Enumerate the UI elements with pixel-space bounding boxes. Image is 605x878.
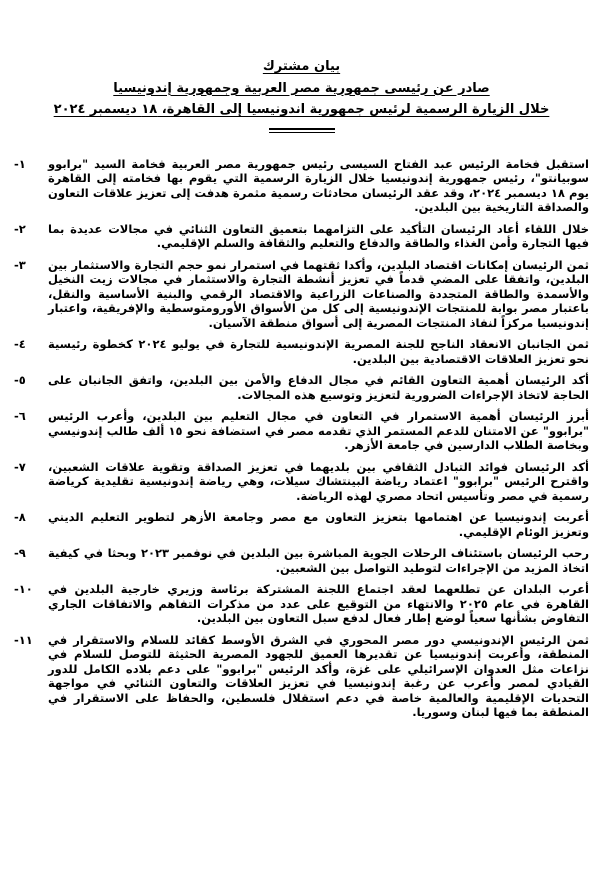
item-number: ٥-	[14, 373, 26, 387]
item-text: ثمن الرئيسان إمكانات اقتصاد البلدين، وأكدا ثقتهما في استمرار نمو حجم التجارة والاستثمار بين البلدين، واتفقا على المضي قدماً في تعزيز أنشطة التجارة والاستثمار في مجالات زيت النخيل والأسمدة والطاقة المتجددة والصناعات الزراعية والاقتصاد الرقمي والبنية الأساسية والنقل، باعتبار مصر بوابة للمنتجات الإندونيسية إلى كل من الأسواق الأورومتوسطية والإفريقية، واعتبار إندونيسيا مركزاً لنفاذ المنتجات المصرية إلى أسواق منطقة الآسيان.	[48, 257, 589, 330]
list-item	[14, 409, 589, 453]
item-text: أعربت إندونيسيا عن اهتمامها بتعزيز التعاون مع مصر وجامعة الأزهر لتطوير التعليم الديني وتعزيز الوئام الإقليمي.	[48, 510, 589, 539]
item-text: أبرز الرئيسان أهمية الاستمرار في التعاون في مجال التعليم بين البلدين، وأعرب الرئيس "برابوو" عن الامتنان للدعم المستمر الذي تقدمه مصر في استضافة نحو ١٥ ألف طالب إندونيسي وبخاصة الطلاب الدارسين في جامعة الأزهر.	[48, 409, 589, 452]
item-number: ٦-	[14, 409, 26, 423]
item-number: ٣-	[14, 257, 26, 272]
item-text: أعرب البلدان عن تطلعهما لعقد اجتماع اللجنة المشتركة برئاسة وزيري خارجية البلدين في القاهرة في عام ٢٠٢٥ والانتهاء من التوقيع على عدد من مذكرات التفاهم والاتفاقات الجاري التفاوض بشأنها سعياً لوضع إطار فعال لدفع سبل التعاون بين البلدين.	[48, 582, 589, 625]
item-number: ٧-	[14, 459, 26, 474]
title-divider	[269, 128, 335, 133]
title-line-3: خلال الزيارة الرسمية لرئيس جمهورية اندونيسيا إلى القاهرة، ١٨ ديسمبر ٢٠٢٤	[53, 102, 550, 117]
item-number: ٨-	[14, 510, 26, 524]
item-text: رحب الرئيسان باستئناف الرحلات الجوية المباشرة بين البلدين في نوفمبر ٢٠٢٣ وبحثا في كيفية اتخاذ المزيد من الإجراءات لتوطيد التواصل بين الشعبين.	[48, 546, 589, 575]
list-item	[14, 582, 589, 626]
item-text: ثمن الجانبان الانعقاد الناجح للجنة المصرية الإندونيسية للتجارة في يوليو ٢٠٢٤ كخطوة رئيسية نحو تعزيز العلاقات الاقتصادية بين البلدين.	[48, 337, 589, 366]
item-number: ١١-	[14, 632, 33, 647]
list-item	[14, 258, 589, 331]
item-number: ٤-	[14, 337, 26, 351]
page-title	[14, 56, 589, 121]
item-text: استقبل فخامة الرئيس عبد الفتاح السيسى رئيس جمهورية مصر العربية فخامة السيد "برابوو سوبيانتو"، رئيس جمهورية إندونيسيا خلال الزيارة الرسمية التي يقوم بها فخامته إلى القاهرة يوم ١٨ ديسمبر ٢٠٢٤، وقد عقد الرئيسان محادثات رسمية مثمرة هدفت إلى تعزيز علاقات التعاون والصداقة التاريخية بين البلدين.	[48, 156, 589, 214]
item-text: خلال اللقاء أعاد الرئيسان التأكيد على التزامهما بتعميق التعاون الثنائي في مجالات عديدة بما فيها التجارة وأمن الغذاء والطاقة والدفاع والتعليم والثقافة والسلم الإقليمي.	[48, 221, 589, 250]
list-item	[14, 373, 589, 402]
list-item	[14, 633, 589, 720]
title-line-2: صادر عن رئيسى جمهورية مصر العربية وجمهورية إندونيسيا	[113, 80, 490, 96]
list-item	[14, 460, 589, 504]
item-number: ١-	[14, 156, 26, 171]
item-text: ثمن الرئيس الإندونيسي دور مصر المحوري في الشرق الأوسط كقائد للسلام والاستقرار في المنطقة، وأعربت إندونيسيا عن تقديرها العميق للجهود المصرية الحثيثة للتوصل للسلام في نزاعات مثل العدوان الإسرائيلي على غزة، وأكد الرئيس "برابوو" على دعم بلاده الكامل للدور القيادي لمصر وأعرب عن رغبة إندونيسيا في تعزيز العلاقات والتعاون الثنائي في مواجهة التحديات الإقليمية والعالمية خاصة في دعم استقلال فلسطين، والحفاظ على الاستقرار في المنطقة بما فيها لبنان وسوريا.	[48, 632, 589, 719]
list-item	[14, 546, 589, 575]
list-item	[14, 337, 589, 366]
item-text: أكد الرئيسان فوائد التبادل الثقافي بين بلديهما في تعزيز الصداقة وتقوية علاقات الشعبين، واقترح الرئيس "برابوو" اعتماد رياضة البينتشاك سيلات، وهي رياضة إندونيسية تقليدية كرياضة رسمية في مصر وتأسيس اتحاد مصري لهذه الرياضة.	[48, 459, 589, 503]
list-item	[14, 510, 589, 539]
title-line-1: بيان مشترك	[262, 59, 341, 74]
item-number: ٢-	[14, 221, 26, 236]
list-item	[14, 157, 589, 215]
item-number: ٩-	[14, 546, 26, 560]
statement-items	[14, 157, 589, 720]
item-text: أكد الرئيسان أهمية التعاون القائم في مجال الدفاع والأمن بين البلدين، واتفق الجانبان على الحاجة لاتخاذ الإجراءات الضرورية لتعزيز وتوسيع هذه المجالات.	[48, 373, 589, 402]
list-item	[14, 222, 589, 251]
item-number: ١٠-	[14, 582, 33, 596]
